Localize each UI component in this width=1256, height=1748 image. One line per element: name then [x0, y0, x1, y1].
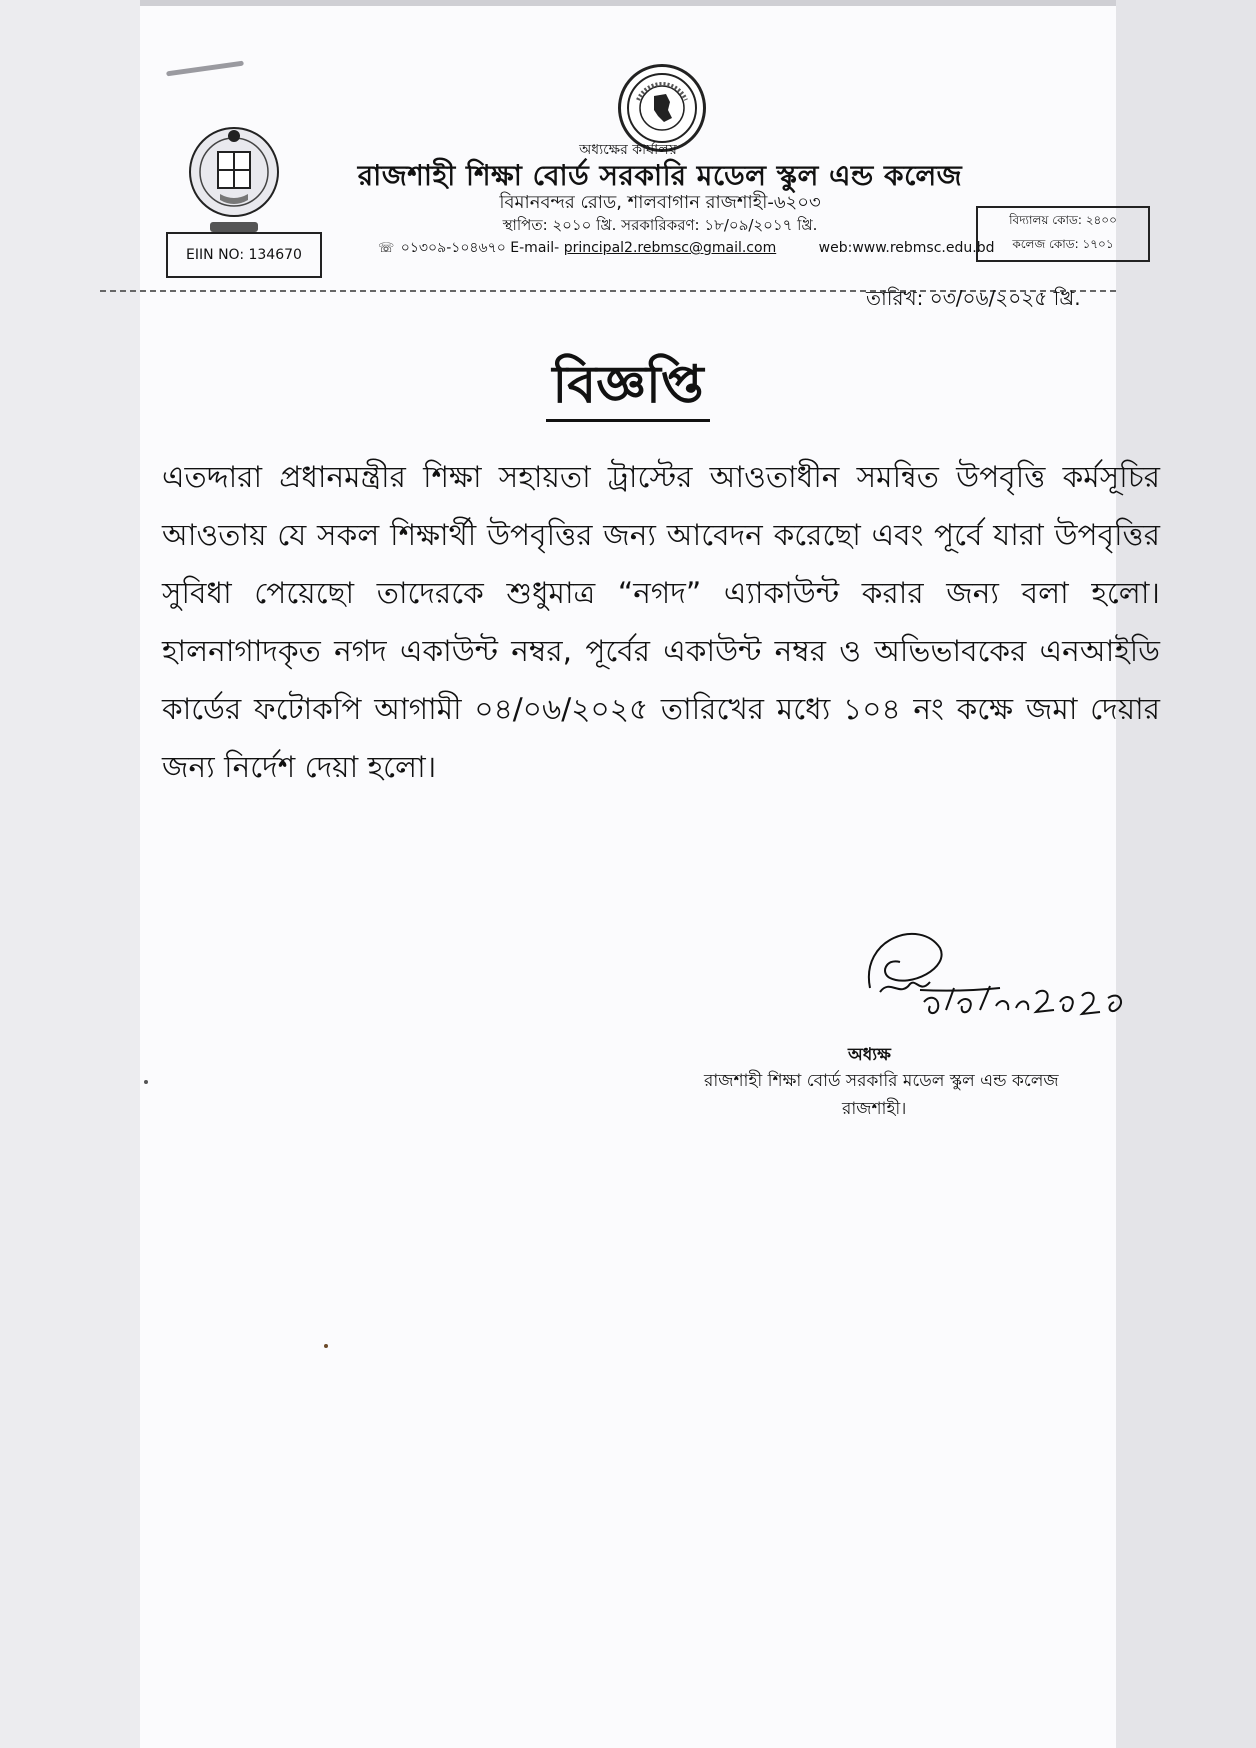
- office-caption: অধ্যক্ষের কার্যালয়: [579, 142, 677, 158]
- institution-name: রাজশাহী শিক্ষা বোর্ড সরকারি মডেল স্কুল এন্ড কলেজ: [357, 159, 963, 192]
- principal-signature: [850, 918, 1150, 1048]
- established-line: স্থাপিত: ২০১০ খ্রি. সরকারিকরণ: ১৮/০৯/২০১৭ খ্রি.: [502, 216, 818, 234]
- paper-speck: [144, 1080, 148, 1084]
- notice-title: [0, 344, 1256, 431]
- school-code: বিদ্যালয় কোড: ২৪০০: [1009, 213, 1117, 227]
- phone-icon: ☏: [378, 241, 395, 256]
- address-line: বিমানবন্দর রোড, শালবাগান রাজশাহী-৬২০৩: [499, 192, 821, 213]
- signatory-city: রাজশাহী।: [842, 1099, 907, 1119]
- paper-speck: [324, 1344, 328, 1348]
- code-box: [976, 206, 1150, 262]
- eiin-number: EIIN NO: 134670: [186, 247, 302, 263]
- notice-date: তারিখ: ০৩/০৬/২০২৫ খ্রি.: [866, 286, 1081, 310]
- contact-line: [378, 236, 994, 260]
- signatory-title: অধ্যক্ষ: [848, 1045, 891, 1065]
- website-link[interactable]: web:www.rebmsc.edu.bd: [818, 240, 995, 256]
- scan-right-margin: [1116, 0, 1256, 1748]
- email-link[interactable]: principal2.rebmsc@gmail.com: [563, 240, 777, 256]
- college-code: কলেজ কোড: ১৭০১: [1012, 237, 1114, 251]
- email-label: E-mail-: [510, 240, 560, 256]
- signatory-institution: রাজশাহী শিক্ষা বোর্ড সরকারি মডেল স্কুল এন্ড কলেজ: [704, 1071, 1059, 1091]
- eiin-box: [166, 232, 322, 278]
- notice-body: এতদ্দারা প্রধানমন্ত্রীর শিক্ষা সহায়তা ট্রাস্টের আওতাধীন সমন্বিত উপবৃত্তি কর্মসূচির আওতায় যে সকল শিক্ষার্থী উপবৃত্তির জন্য আবেদন করেছো এবং পূর্বে যারা উপবৃত্তির সুবিধা পেয়েছো তাদেরকে শুধুমাত্র “নগদ” এ্যাকাউন্ট করার জন্য বলা হলো। হালনাগাদকৃত নগদ একাউন্ট নম্বর, পূর্বের একাউন্ট নম্বর ও অভিভাবকের এনআইডি কার্ডের ফটোকপি আগামী ০৪/০৬/২০২৫ তারিখের মধ্যে ১০৪ নং কক্ষে জমা দেয়ার জন্য নির্দেশ দেয়া হলো।: [162, 460, 1160, 784]
- phone-number: ০১৩০৯-১০৪৬৭০: [400, 240, 506, 256]
- scan-left-margin: [0, 0, 140, 1748]
- notice-title-text: বিজ্ঞপ্তি: [546, 355, 709, 422]
